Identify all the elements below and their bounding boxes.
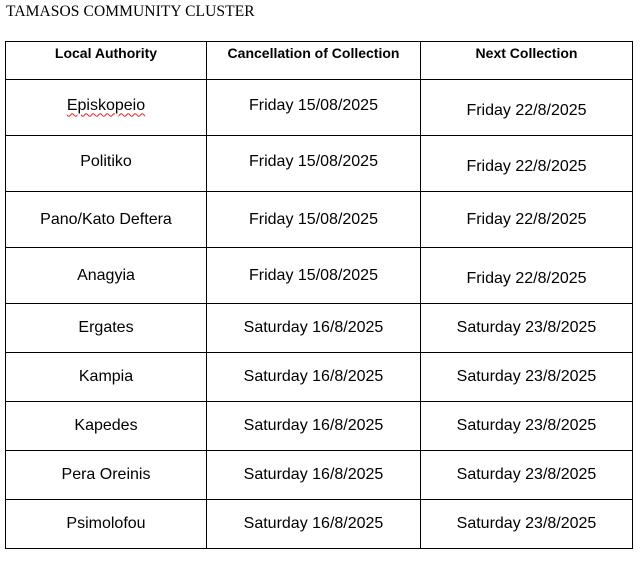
authority-name: Kapedes	[74, 417, 138, 434]
next-collection-date: Saturday 23/8/2025	[456, 319, 597, 336]
authority-cell	[6, 353, 207, 402]
cancellation-date: Friday 15/08/2025	[249, 152, 378, 170]
cancellation-date: Saturday 16/8/2025	[243, 368, 384, 385]
next-collection-date: Saturday 23/8/2025	[456, 368, 597, 385]
table-row	[6, 304, 633, 353]
cancellation-date: Saturday 16/8/2025	[243, 319, 384, 336]
table-row	[6, 80, 633, 136]
collection-schedule-table	[5, 41, 633, 549]
authority-name: Psimolofou	[66, 515, 146, 532]
cancellation-date: Friday 15/08/2025	[249, 96, 378, 114]
cancellation-cell	[207, 80, 421, 136]
authority-cell	[6, 136, 207, 192]
header-local-authority: Local Authority	[6, 42, 207, 80]
header-next-collection: Next Collection	[421, 42, 633, 80]
next-collection-cell	[421, 500, 633, 549]
next-collection-cell	[421, 80, 633, 136]
cancellation-cell	[207, 451, 421, 500]
header-cancellation: Cancellation of Collection	[207, 42, 421, 80]
authority-cell	[6, 500, 207, 549]
authority-cell	[6, 304, 207, 353]
authority-name: Politiko	[80, 152, 132, 170]
authority-cell	[6, 248, 207, 304]
authority-cell	[6, 451, 207, 500]
table-row	[6, 248, 633, 304]
table-row	[6, 353, 633, 402]
document-title: TAMASOS COMMUNITY CLUSTER	[6, 3, 255, 20]
cancellation-cell	[207, 192, 421, 248]
cancellation-cell	[207, 248, 421, 304]
next-collection-cell	[421, 192, 633, 248]
authority-name: Pera Oreinis	[61, 466, 151, 483]
next-collection-cell	[421, 451, 633, 500]
next-collection-cell	[421, 304, 633, 353]
next-collection-date: Saturday 23/8/2025	[456, 466, 597, 483]
authority-name: Episkopeio	[66, 96, 146, 114]
table-row	[6, 192, 633, 248]
table-row	[6, 136, 633, 192]
authority-name: Ergates	[78, 319, 134, 336]
authority-name: Pano/Kato Deftera	[40, 210, 172, 228]
table-row	[6, 451, 633, 500]
cancellation-date: Friday 15/08/2025	[249, 210, 378, 228]
cancellation-cell	[207, 353, 421, 402]
cancellation-date: Saturday 16/8/2025	[243, 466, 384, 483]
cancellation-cell	[207, 402, 421, 451]
next-collection-cell	[421, 353, 633, 402]
next-collection-cell	[421, 248, 633, 304]
next-collection-date: Friday 22/8/2025	[466, 101, 587, 119]
cancellation-cell	[207, 136, 421, 192]
next-collection-date: Friday 22/8/2025	[466, 157, 587, 175]
authority-cell	[6, 80, 207, 136]
authority-cell	[6, 402, 207, 451]
cancellation-cell	[207, 500, 421, 549]
table-row	[6, 402, 633, 451]
next-collection-date: Friday 22/8/2025	[466, 269, 587, 287]
next-collection-date: Saturday 23/8/2025	[456, 417, 597, 434]
cancellation-date: Saturday 16/8/2025	[243, 417, 384, 434]
cancellation-date: Friday 15/08/2025	[249, 266, 378, 284]
next-collection-cell	[421, 402, 633, 451]
next-collection-cell	[421, 136, 633, 192]
cancellation-date: Saturday 16/8/2025	[243, 515, 384, 532]
table-row	[6, 500, 633, 549]
authority-name: Kampia	[78, 368, 134, 385]
next-collection-date: Friday 22/8/2025	[466, 210, 587, 228]
cancellation-cell	[207, 304, 421, 353]
next-collection-date: Saturday 23/8/2025	[456, 515, 597, 532]
authority-cell	[6, 192, 207, 248]
authority-name: Anagyia	[77, 266, 135, 284]
table-header-row	[6, 42, 633, 80]
